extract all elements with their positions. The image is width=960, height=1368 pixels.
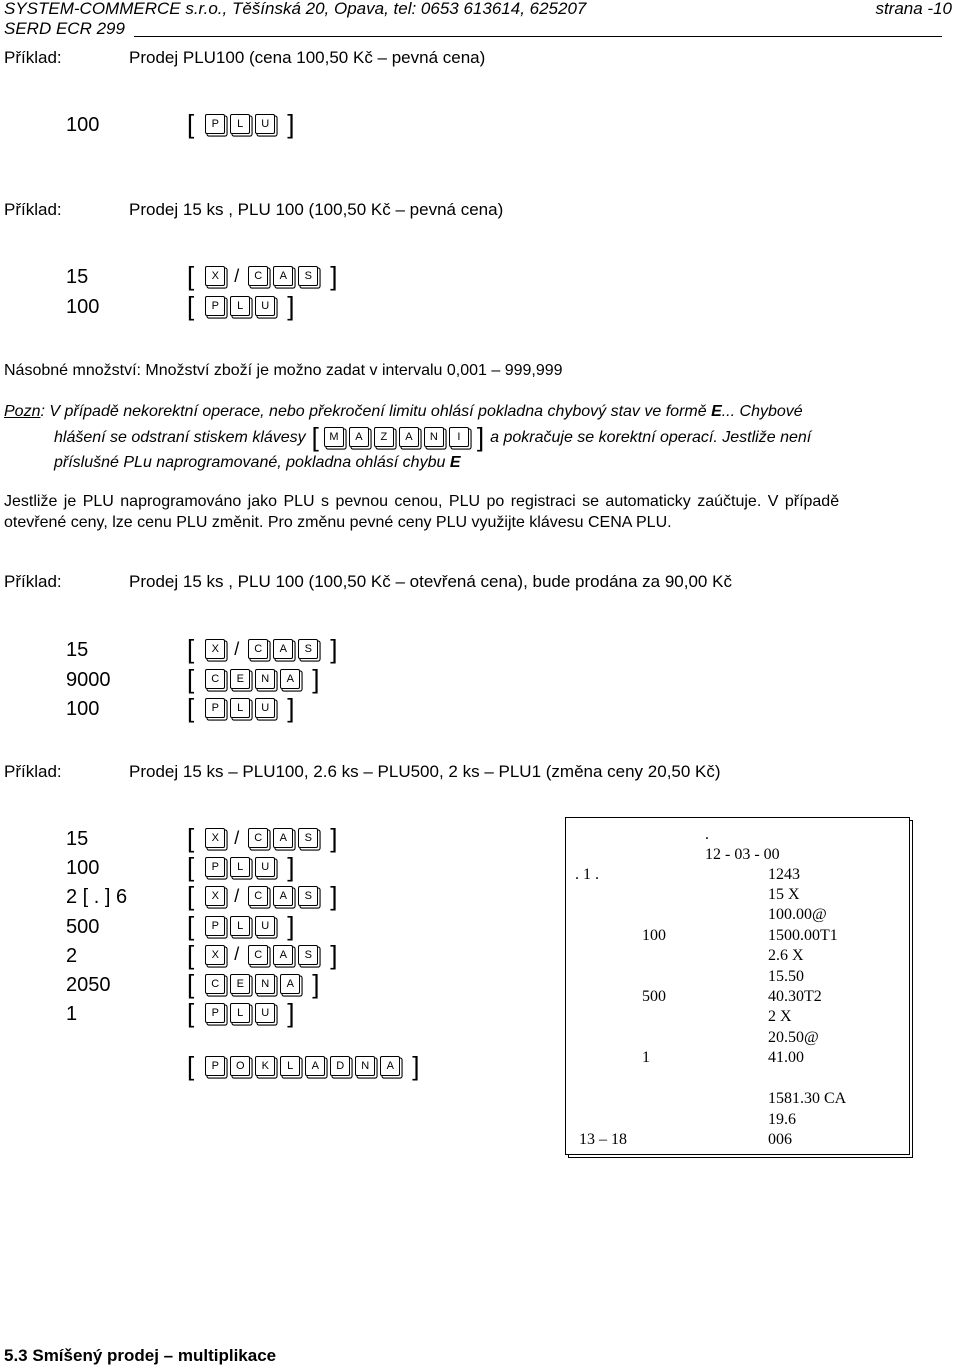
bracket-open: [ [311, 422, 319, 452]
separator: / [234, 827, 240, 848]
receipt-value: 15.50 [768, 967, 804, 985]
bracket-close: ] [412, 1051, 420, 1081]
key-l: L [230, 1003, 250, 1023]
key-n: N [355, 1056, 375, 1076]
key-sequence [187, 663, 320, 694]
key-a: A [273, 828, 293, 848]
pozn-line-3 [54, 452, 460, 473]
bracket-open: [ [187, 1051, 195, 1081]
quantity-value: 15 [66, 639, 89, 661]
key-c: C [248, 886, 268, 906]
key-n: N [255, 974, 275, 994]
key-l: L [280, 1056, 300, 1076]
open-price-paragraph-2: otevřené ceny, lze cenu PLU změnit. Pro změnu pevné ceny PLU využijte klávesu CENA PLU. [4, 514, 672, 531]
header-model: SERD ECR 299 [4, 19, 125, 38]
key-x: X [205, 828, 225, 848]
receipt-date: 12 - 03 - 00 [705, 846, 780, 863]
bracket-close: ] [287, 291, 295, 321]
receipt-value: 2.6 X [768, 947, 804, 965]
header-rule [134, 36, 942, 37]
pozn-text-1: : V případě nekorektní operace, nebo překročení limitu ohlásí pokladna chybový stav ve formě [40, 403, 712, 420]
key-l: L [230, 916, 250, 936]
key-e: E [230, 974, 250, 994]
key-c: C [248, 639, 268, 659]
key-s: S [298, 266, 318, 286]
key-k: K [255, 1056, 275, 1076]
key-sequence [187, 852, 295, 883]
key-a: A [380, 1056, 400, 1076]
bracket-close: ] [312, 663, 320, 694]
separator: / [234, 265, 240, 286]
error-code: E [449, 454, 461, 471]
key-sequence [187, 998, 295, 1029]
key-sequence [187, 881, 338, 912]
receipt-value: 100.00@ [768, 906, 827, 924]
example-title: Prodej 15 ks , PLU 100 (100,50 Kč – otevřená cena), bude prodána za 90,00 Kč [129, 572, 732, 591]
bracket-close: ] [330, 634, 338, 664]
example-label: Příklad: [4, 762, 62, 781]
bracket-close: ] [287, 693, 295, 723]
key-sequence [187, 825, 337, 851]
quantity-value: 500 [66, 915, 100, 938]
pozn-line-2 [54, 424, 811, 450]
bracket-open: [ [187, 939, 195, 970]
key-a: A [399, 427, 419, 447]
bracket-close: ] [330, 939, 338, 970]
key-s: S [298, 945, 318, 965]
multiple-quantity-note: Násobné množství: Množství zboží je možno zadat v intervalu 0,001 – 999,999 [4, 362, 563, 379]
receipt-plu: 1 [642, 1049, 650, 1067]
separator: / [234, 638, 240, 659]
key-s: S [298, 639, 318, 659]
key-e: E [230, 669, 250, 689]
key-sequence [187, 263, 337, 289]
quantity-value: 100 [66, 114, 100, 136]
example-label: Příklad: [4, 200, 62, 219]
key-m: M [324, 427, 344, 447]
pokladna-key-sequence [187, 1053, 419, 1079]
bracket-close: ] [287, 852, 295, 883]
bracket-close: ] [287, 998, 295, 1029]
key-l: L [230, 857, 250, 877]
key-x: X [205, 945, 225, 965]
error-code: E [711, 403, 722, 420]
receipt-value: 2 X [768, 1008, 792, 1026]
quantity-value: 100 [66, 296, 100, 318]
key-x: X [205, 266, 225, 286]
receipt-total: 1581.30 CA [768, 1090, 847, 1107]
quantity-value: 2 [ . ] 6 [66, 886, 128, 909]
key-p: P [205, 857, 225, 877]
key-a: A [305, 1056, 325, 1076]
pozn-line-1 [4, 401, 803, 422]
example-label: Příklad: [4, 48, 62, 67]
key-z: Z [374, 427, 394, 447]
key-o: O [230, 1056, 250, 1076]
bracket-open: [ [187, 261, 195, 291]
key-p: P [205, 916, 225, 936]
key-d: D [330, 1056, 350, 1076]
key-u: U [255, 857, 275, 877]
bracket-open: [ [187, 109, 195, 139]
bracket-close: ] [330, 881, 338, 912]
section-title: 5.3 Smíšený prodej – multiplikace [4, 1346, 277, 1365]
key-a: A [349, 427, 369, 447]
key-c: C [205, 974, 225, 994]
quantity-value: 9000 [66, 668, 111, 691]
bracket-open: [ [187, 663, 195, 694]
example-label: Příklad: [4, 572, 62, 591]
quantity-value: 2 [66, 944, 78, 967]
key-p: P [205, 1003, 225, 1023]
key-u: U [255, 698, 275, 718]
example-title: Prodej 15 ks , PLU 100 (100,50 Kč – pevná cena) [129, 200, 504, 219]
example-title: Prodej PLU100 (cena 100,50 Kč – pevná cena) [129, 48, 486, 67]
quantity-value: 100 [66, 857, 100, 880]
key-c: C [248, 945, 268, 965]
key-c: C [248, 828, 268, 848]
open-price-paragraph-1: Jestliže je PLU naprogramováno jako PLU s pevnou cenou, PLU po registraci se automaticky zaúčtuje. V případě [4, 493, 840, 510]
bracket-close: ] [330, 261, 338, 291]
bracket-close: ] [312, 969, 320, 999]
key-sequence [187, 293, 294, 319]
key-l: L [230, 698, 250, 718]
pozn-text-2a: hlášení se odstraní stiskem klávesy [54, 428, 306, 446]
bracket-open: [ [187, 998, 195, 1029]
key-s: S [298, 828, 318, 848]
receipt-value: 15 X [768, 886, 800, 903]
bracket-open: [ [187, 852, 195, 883]
separator: / [234, 885, 240, 906]
key-p: P [205, 114, 225, 134]
key-sequence [187, 695, 294, 721]
key-a: A [273, 266, 293, 286]
key-sequence [187, 111, 294, 137]
header-page: strana -10 [875, 0, 952, 18]
quantity-value: 1 [66, 1003, 78, 1026]
key-u: U [255, 916, 275, 936]
key-a: A [273, 886, 293, 906]
key-a: A [273, 945, 293, 965]
receipt-value: 40.30T2 [768, 988, 822, 1005]
key-u: U [255, 296, 275, 316]
bracket-open: [ [187, 881, 195, 912]
receipt [565, 817, 910, 1155]
key-a: A [273, 639, 293, 659]
key-x: X [205, 639, 225, 659]
bracket-open: [ [187, 634, 195, 664]
key-p: P [205, 1056, 225, 1076]
mazani-key-sequence [324, 427, 469, 447]
key-x: X [205, 886, 225, 906]
bracket-close: ] [287, 109, 295, 139]
key-u: U [255, 114, 275, 134]
receipt-count: 19.6 [768, 1111, 796, 1128]
key-sequence [187, 939, 338, 970]
key-c: C [205, 669, 225, 689]
bracket-open: [ [187, 823, 195, 853]
key-i: I [449, 427, 469, 447]
receipt-store: . 1 . [575, 866, 599, 883]
quantity-value: 100 [66, 698, 100, 720]
key-u: U [255, 1003, 275, 1023]
bracket-open: [ [187, 693, 195, 723]
pozn-text-2b: a pokračuje se korektní operací. Jestliže není [490, 428, 812, 446]
key-n: N [255, 669, 275, 689]
quantity-value: 2050 [66, 974, 111, 996]
key-a: A [280, 669, 300, 689]
bracket-open: [ [187, 969, 195, 999]
receipt-plu: 100 [642, 926, 666, 944]
receipt-value: 20.50@ [768, 1028, 819, 1046]
bracket-open: [ [187, 291, 195, 321]
key-sequence [187, 636, 337, 662]
key-sequence [187, 971, 319, 997]
separator: / [234, 944, 240, 965]
receipt-value: 41.00 [768, 1049, 804, 1067]
receipt-value: 1500.00T1 [768, 926, 838, 944]
key-a: A [280, 974, 300, 994]
key-p: P [205, 698, 225, 718]
bracket-close: ] [287, 910, 295, 941]
key-s: S [298, 886, 318, 906]
pozn-text-1b: ... Chybové [721, 403, 803, 420]
quantity-value: 15 [66, 266, 89, 288]
key-p: P [205, 296, 225, 316]
key-l: L [230, 114, 250, 134]
receipt-time: 13 – 18 [579, 1131, 627, 1148]
header-company: SYSTEM-COMMERCE s.r.o., Těšínská 20, Opava, tel: 0653 613614, 625207 [4, 0, 587, 18]
bracket-close: ] [476, 422, 485, 452]
quantity-value: 15 [66, 828, 89, 850]
key-c: C [248, 266, 268, 286]
receipt-plu: 500 [642, 988, 666, 1005]
receipt-dot: . [705, 826, 709, 843]
key-l: L [230, 296, 250, 316]
key-sequence [187, 910, 295, 941]
pozn-label: Pozn [4, 403, 41, 420]
bracket-open: [ [187, 910, 195, 941]
bracket-close: ] [330, 823, 338, 853]
example-title: Prodej 15 ks – PLU100, 2.6 ks – PLU500, 2 ks – PLU1 (změna ceny 20,50 Kč) [129, 762, 721, 781]
receipt-number: 1243 [768, 866, 800, 883]
receipt-seq: 006 [768, 1131, 792, 1148]
key-n: N [424, 427, 444, 447]
pozn-text-3: příslušné PLu naprogramované, pokladna ohlásí chybu [54, 454, 450, 471]
